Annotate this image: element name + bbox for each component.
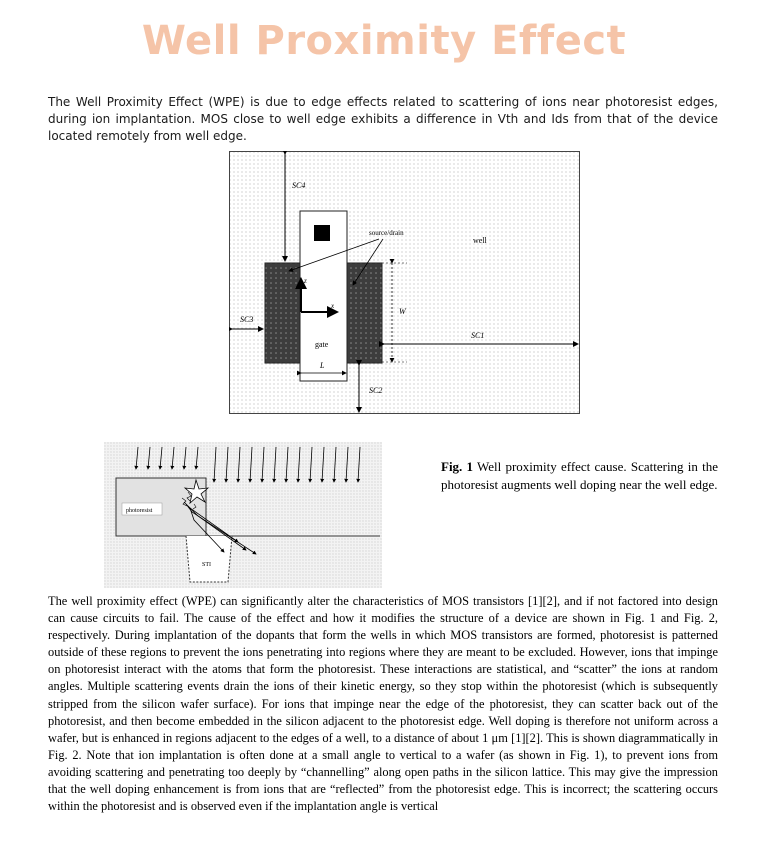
label-w: W: [399, 307, 406, 316]
label-sc3: SC3: [240, 315, 254, 324]
figure-caption: [441, 458, 718, 494]
intro-paragraph: The Well Proximity Effect (WPE) is due to edge effects related to scattering of ions near photoresist edges, during ion implantation. MOS close to well edge exhibits a difference in Vth and Ids from that of the device located remotely from well edge.: [48, 95, 718, 143]
label-well: well: [473, 236, 487, 245]
wpe-layout-figure: [229, 151, 581, 415]
label-l: L: [320, 361, 325, 370]
label-x: x: [331, 302, 335, 310]
label-sti: STI: [202, 562, 211, 568]
label-sc4: SC4: [292, 181, 306, 190]
label-gate: gate: [315, 340, 329, 349]
drain-region: [346, 263, 382, 363]
label-photoresist: photoresist: [126, 508, 153, 514]
page-title: Well Proximity Effect: [141, 18, 627, 64]
body-paragraph: The well proximity effect (WPE) can significantly alter the characteristics of MOS transistors [1][2], and if not factored into design can cause circuits to fail. The cause of the effect and how it modifies the structure of a device are shown in Fig. 1 and Fig. 2, respectively. During implantation of the dopants that form the wells in which MOS transistors are formed, photoresist is patterned outside of these regions to prevent the ions penetrating into regions where they are meant to be excluded. However, ions that impinge on photoresist interact with the atoms that form the photoresist. These interactions are statistical, and “scatter” the ions at random angles. Multiple scattering events drain the ions of their kinetic energy, so they stop within the photoresist (which is subsequently stripped from the silicon wafer surface). For ions that impinge near the edge of the photoresist, they can scatter back out of the photoresist, and then become embedded in the silicon adjacent to the photoresist edge. Well doping is therefore not uniform across a wafer, but is enhanced in regions adjacent to the edges of a well, to a distance of about 1 μm [1][2]. This is shown diagrammatically in Fig. 2. Note that ion implantation is often done at a small angle to vertical to a wafer (as shown in Fig. 1), to prevent ions from avoiding scattering and penetrating too deeply by “channelling” along open paths in the silicon lattice. This may give the impression that the well doping enhancement is from ions that are “reflected” from the photoresist edge. This is incorrect; the scattering occurs within the photoresist and is observed even if the implantation angle is vertical: [48, 594, 718, 814]
sti-trench: [186, 536, 232, 582]
source-region: [265, 263, 301, 363]
gate-contact: [314, 225, 330, 241]
caption-label: Fig. 1: [441, 459, 474, 474]
label-source-drain: source/drain: [369, 229, 404, 237]
scattering-figure: [104, 442, 382, 588]
label-z: z: [304, 277, 307, 285]
caption-text: Well proximity effect cause. Scattering in the photoresist augments well doping near the well edge.: [441, 459, 718, 492]
label-sc2: SC2: [369, 386, 383, 395]
label-sc1: SC1: [471, 331, 485, 340]
